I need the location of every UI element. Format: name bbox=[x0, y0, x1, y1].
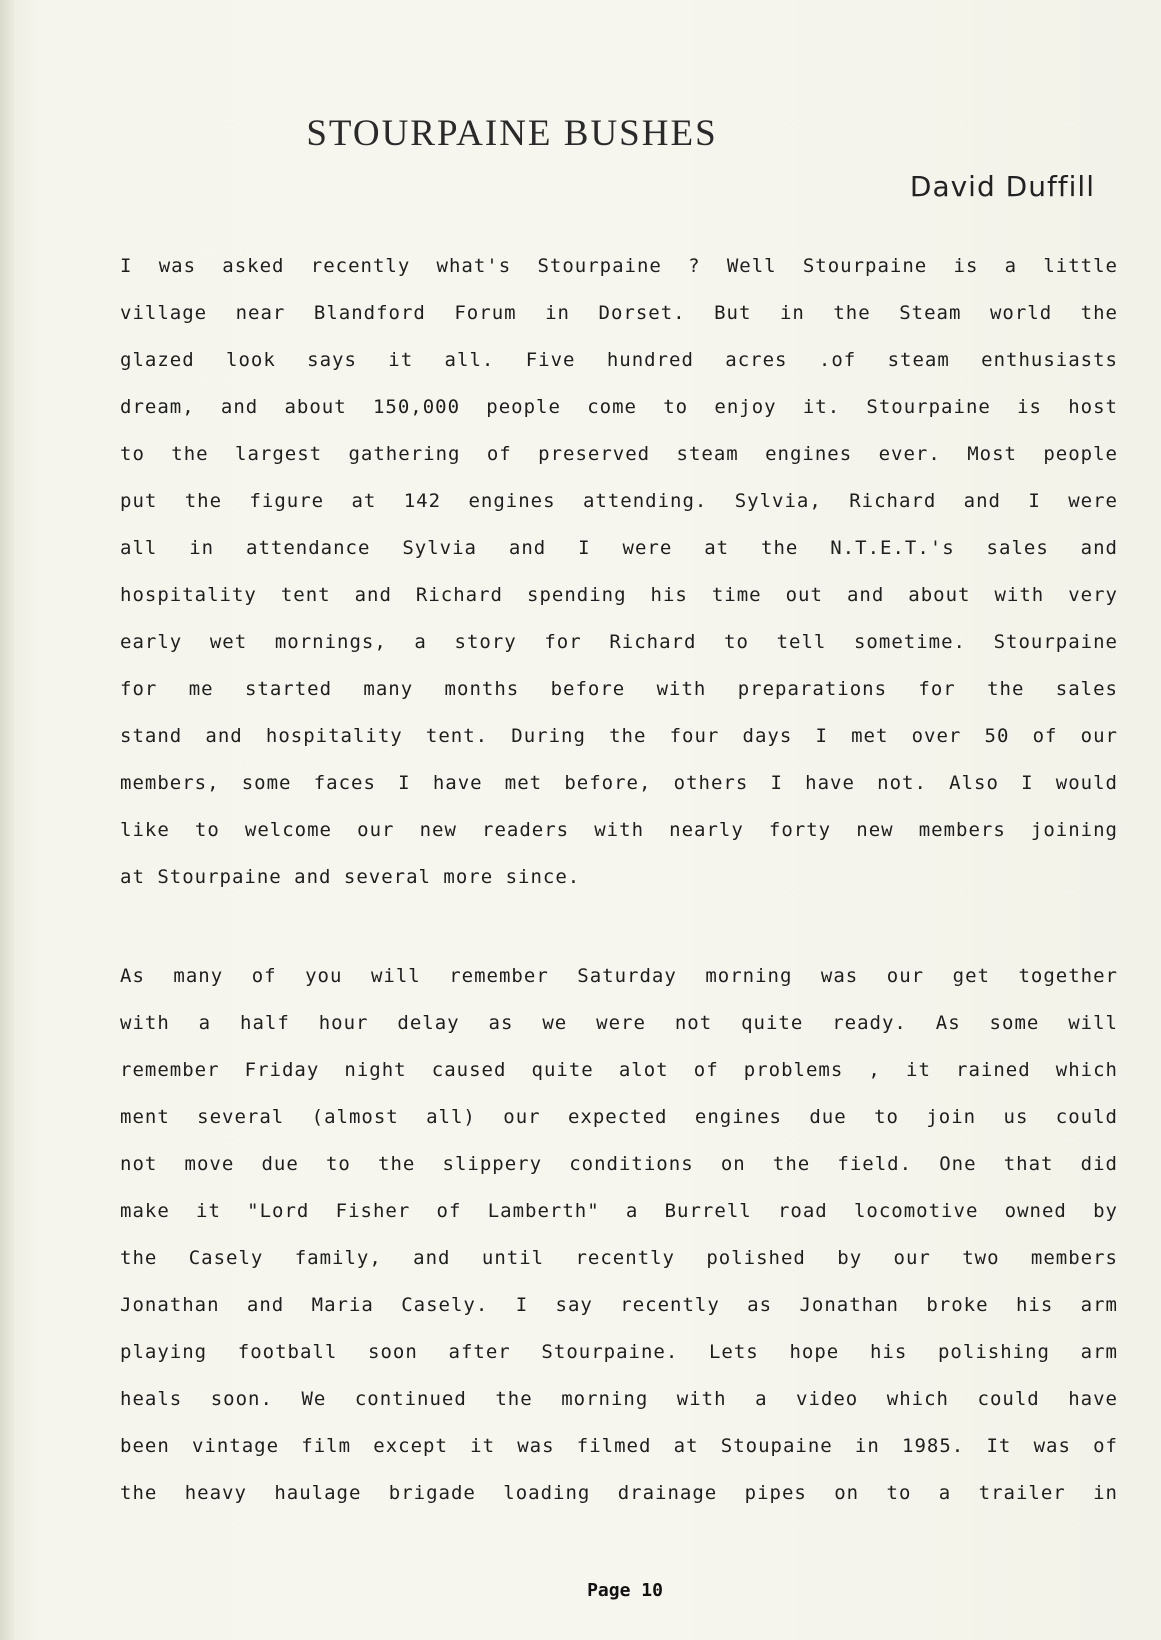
text-line: ment several (almost all) our expected engines due to join us could bbox=[120, 1106, 1118, 1128]
text-line: at Stourpaine and several more since. bbox=[120, 866, 581, 888]
page-binding-edge bbox=[0, 0, 14, 1640]
text-line: Jonathan and Maria Casely. I say recently as Jonathan broke his arm bbox=[120, 1294, 1118, 1316]
text-line: stand and hospitality tent. During the four days I met over 50 of our bbox=[120, 725, 1118, 747]
text-line: like to welcome our new readers with nearly forty new members joining bbox=[120, 819, 1118, 841]
text-line: village near Blandford Forum in Dorset. But in the Steam world the bbox=[120, 302, 1118, 324]
text-line: the Casely family, and until recently polished by our two members bbox=[120, 1247, 1118, 1269]
text-line: early wet mornings, a story for Richard to tell sometime. Stourpaine bbox=[120, 631, 1118, 653]
text-line: not move due to the slippery conditions on the field. One that did bbox=[120, 1153, 1118, 1175]
text-line: all in attendance Sylvia and I were at the N.T.E.T.'s sales and bbox=[120, 537, 1118, 559]
text-line: hospitality tent and Richard spending his time out and about with very bbox=[120, 584, 1118, 606]
text-line: make it "Lord Fisher of Lamberth" a Burrell road locomotive owned by bbox=[120, 1200, 1118, 1222]
page-number: Page 10 bbox=[587, 1580, 663, 1601]
text-line: remember Friday night caused quite alot of problems , it rained which bbox=[120, 1059, 1118, 1081]
text-line: to the largest gathering of preserved steam engines ever. Most people bbox=[120, 443, 1118, 465]
text-line: dream, and about 150,000 people come to enjoy it. Stourpaine is host bbox=[120, 396, 1118, 418]
text-line: with a half hour delay as we were not quite ready. As some will bbox=[120, 1012, 1118, 1034]
text-line: for me started many months before with preparations for the sales bbox=[120, 678, 1118, 700]
paragraph-1 bbox=[120, 252, 1118, 910]
paragraph-2 bbox=[120, 962, 1118, 1526]
text-line: put the figure at 142 engines attending. Sylvia, Richard and I were bbox=[120, 490, 1118, 512]
text-line: As many of you will remember Saturday morning was our get together bbox=[120, 965, 1118, 987]
article-title: STOURPAINE BUSHES bbox=[306, 113, 718, 154]
text-line: members, some faces I have met before, others I have not. Also I would bbox=[120, 772, 1118, 794]
text-line: been vintage film except it was filmed at Stoupaine in 1985. It was of bbox=[120, 1435, 1118, 1457]
text-line: playing football soon after Stourpaine. Lets hope his polishing arm bbox=[120, 1341, 1118, 1363]
text-line: heals soon. We continued the morning with a video which could have bbox=[120, 1388, 1118, 1410]
text-line: I was asked recently what's Stourpaine ? Well Stourpaine is a little bbox=[120, 255, 1118, 277]
text-line: the heavy haulage brigade loading drainage pipes on to a trailer in bbox=[120, 1482, 1118, 1504]
article-author: David Duffill bbox=[909, 170, 1095, 203]
text-line: glazed look says it all. Five hundred acres .of steam enthusiasts bbox=[120, 349, 1118, 371]
